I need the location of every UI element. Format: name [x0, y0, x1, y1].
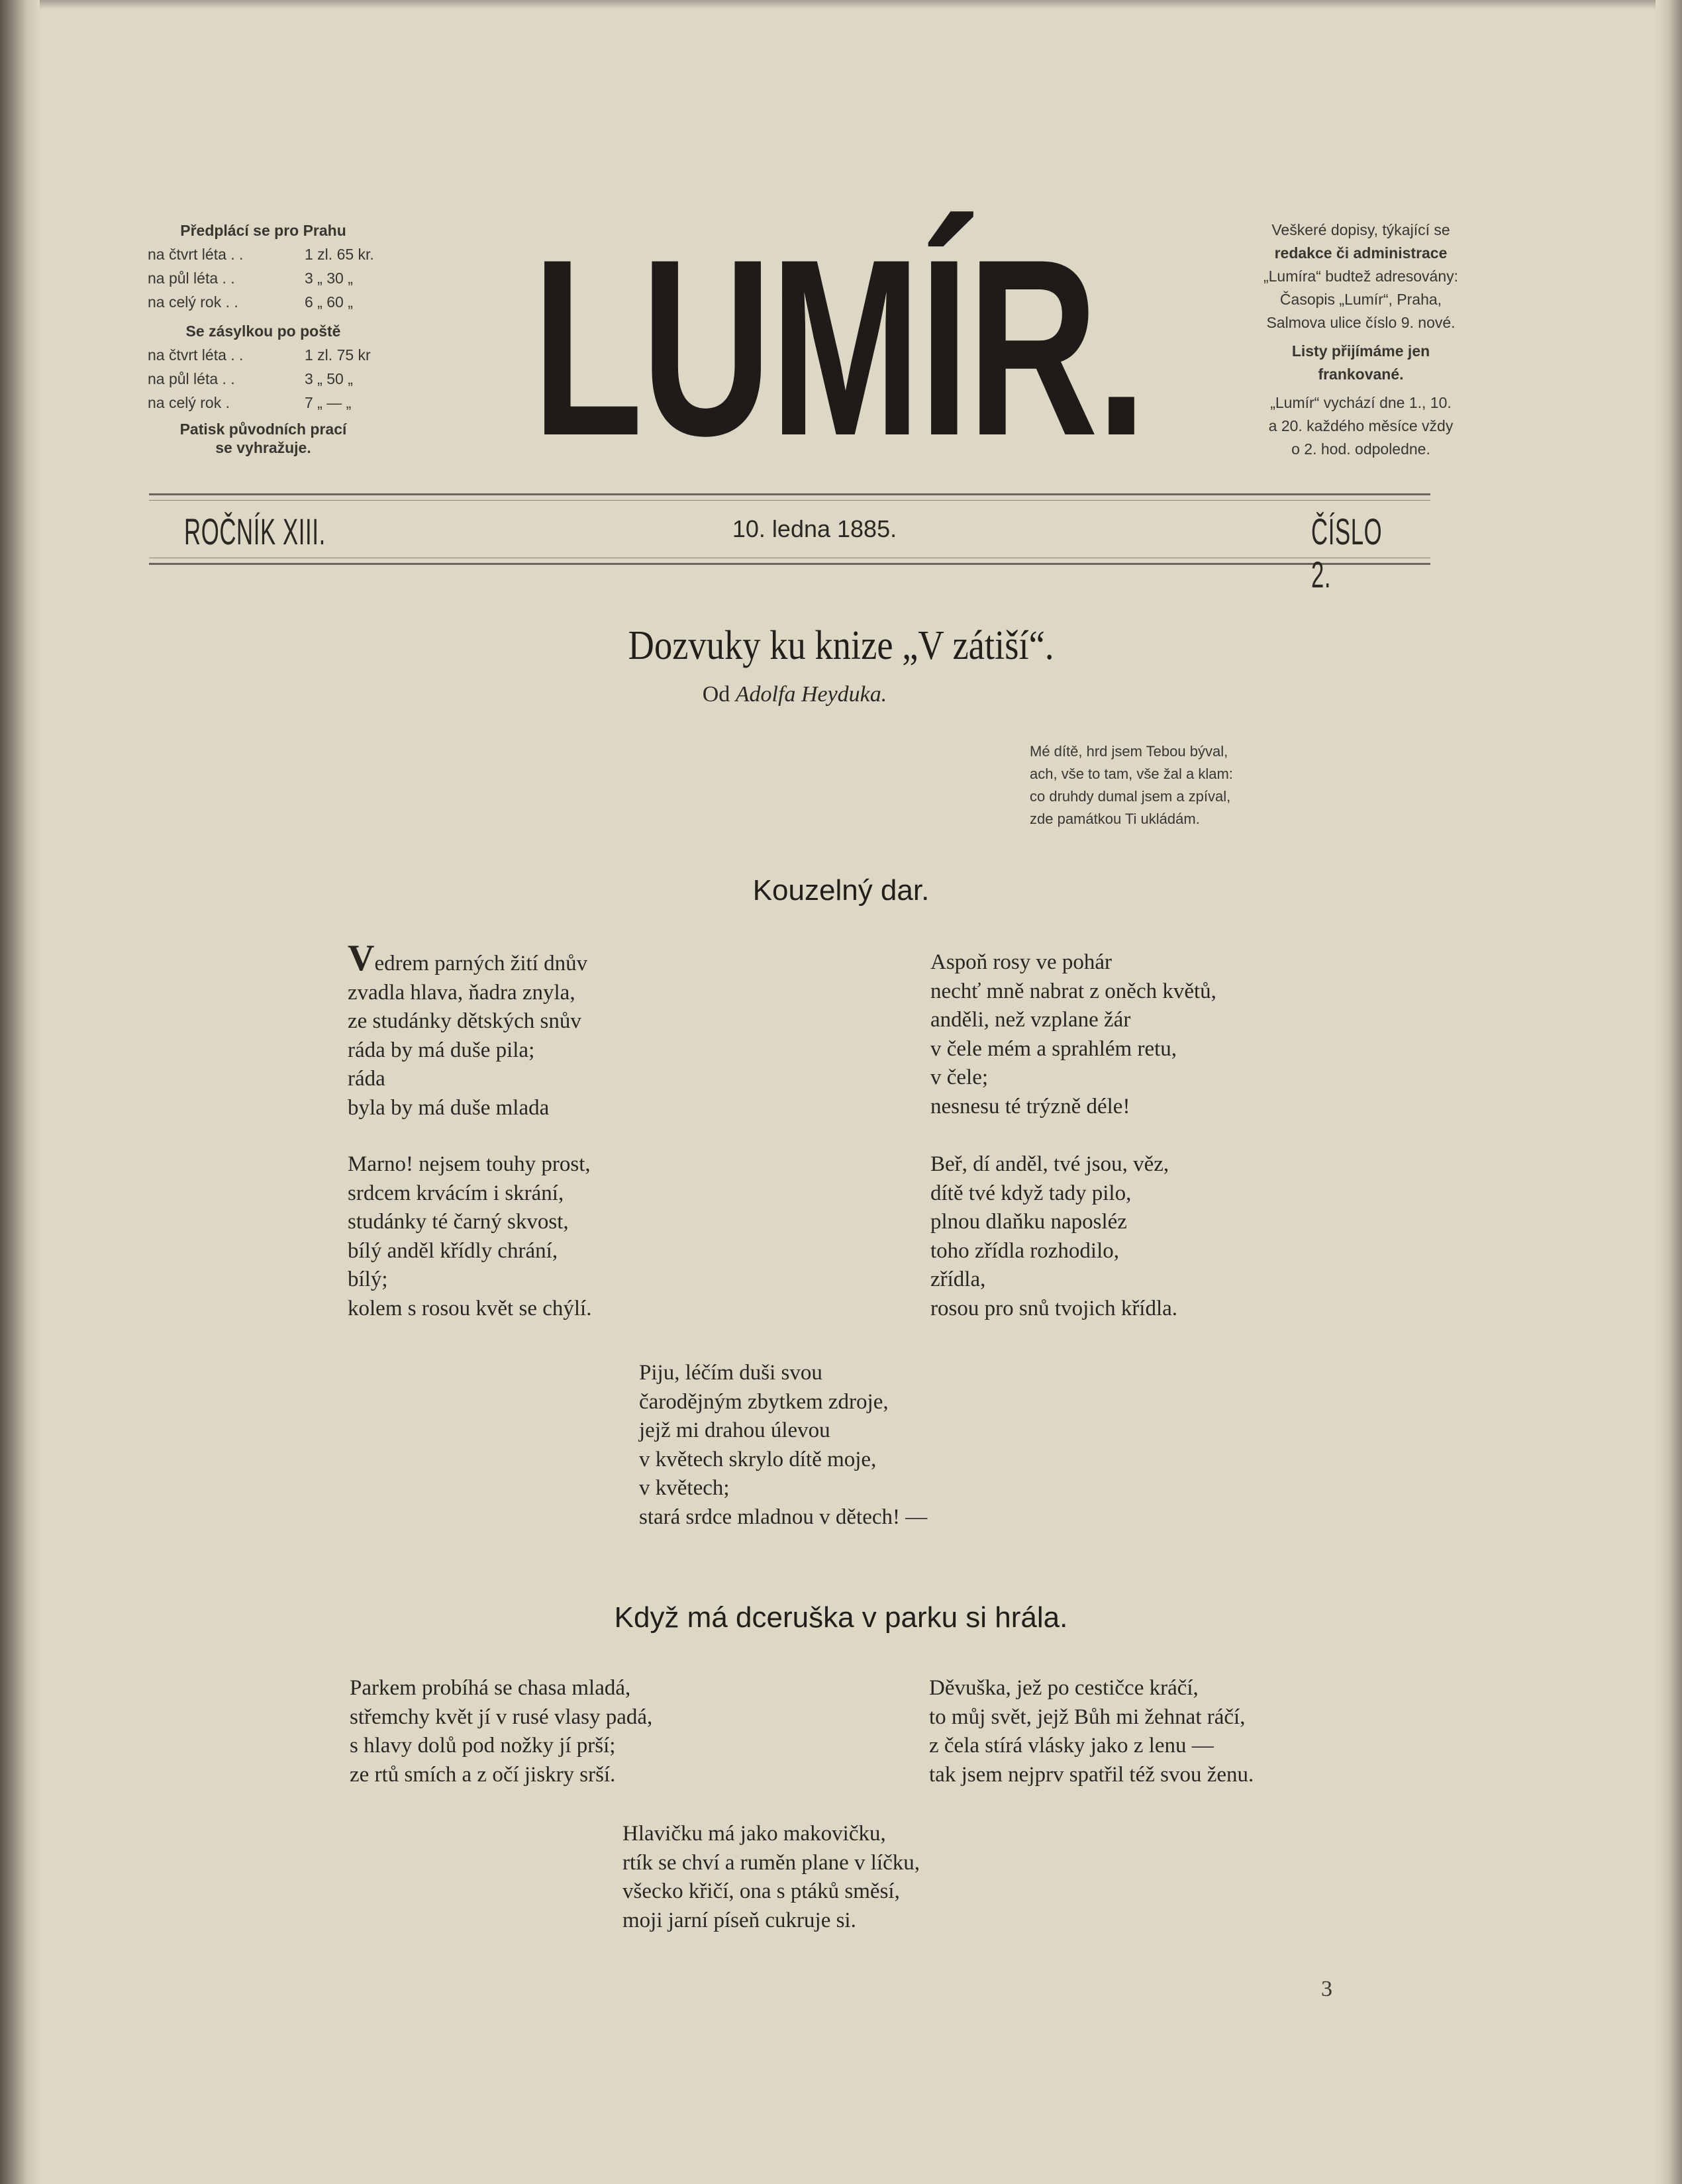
poem1-stanza5 — [639, 1359, 927, 1532]
poem-line: čarodějným zbytkem zdroje, — [639, 1389, 889, 1414]
motto-line: ach, vše to tam, vše žal a klam: — [1030, 766, 1233, 782]
masthead-title: LUMÍR. — [532, 207, 1145, 488]
price-row: na celý rok . . 6 „ 60 „ — [148, 293, 353, 311]
volume-label: ROČNÍK XIII. — [184, 511, 326, 552]
header-rule-bottom — [149, 563, 1430, 565]
motto-line: zde památkou Ti ukládám. — [1030, 811, 1200, 827]
poem2-title: Když má dceruška v parku si hrála. — [614, 1601, 1068, 1634]
header-rule-top — [149, 493, 1430, 495]
poem-line: nesnesu té trýzně déle! — [930, 1094, 1130, 1118]
binding-edge — [0, 0, 40, 2184]
poem-line: Piju, léčím duši svou — [639, 1361, 822, 1385]
poem-line: studánky té čarný skvost, — [348, 1210, 569, 1234]
reprint-note: Patisk původních prací — [179, 421, 347, 438]
poem-line: kolem s rosou květ se chýlí. — [348, 1296, 592, 1320]
poem-line: všecko křičí, ona s ptáků směsí, — [622, 1879, 900, 1903]
issue-number: ČÍSLO 2. — [1311, 511, 1383, 595]
motto-line: Mé dítě, hrd jsem Tebou býval, — [1030, 743, 1228, 760]
price-row: na půl léta . . 3 „ 30 „ — [148, 270, 353, 287]
poem-line: ze rtů smích a z očí jiskry srší. — [350, 1762, 616, 1787]
poem-line: v čele; — [930, 1066, 989, 1089]
poem1-stanza2 — [348, 1150, 591, 1323]
info-line: Listy přijímáme jen — [1291, 342, 1430, 360]
poem-line: dítě tvé když tady pilo, — [930, 1181, 1132, 1205]
motto — [1030, 740, 1361, 830]
article-title: Dozvuky ku knize „V zátiší“. — [628, 623, 1054, 668]
poem-line: to můj svět, jejž Bůh mi žehnat ráčí, — [929, 1705, 1246, 1729]
poem2-stanza1 — [350, 1674, 652, 1789]
poem-line: anděli, než vzplane žár — [930, 1008, 1131, 1032]
poem-line: byla by má duše mlada — [348, 1095, 550, 1120]
poem1-stanza1 — [348, 938, 588, 1122]
info-line: Salmova ulice číslo 9. nové. — [1266, 314, 1456, 331]
info-line: Časopis „Lumír“, Praha, — [1279, 291, 1442, 308]
poem1-stanza4 — [930, 1150, 1177, 1323]
poem-line: střemchy květ jí v rusé vlasy padá, — [350, 1705, 653, 1729]
poem-line: toho zřídla rozhodilo, — [930, 1238, 1120, 1263]
poem1-stanza3 — [930, 948, 1216, 1121]
poem-line: v květech; — [639, 1476, 730, 1500]
poem-line: rtík se chví a ruměn plane v líčku, — [622, 1850, 920, 1875]
poem-line: Hlavičku má jako makovičku, — [622, 1822, 886, 1846]
poem-line: bílý anděl křídly chrání, — [348, 1238, 558, 1263]
poem-line: Vedrem parných žití dnův — [348, 938, 588, 979]
byline-prefix: Od — [702, 682, 730, 707]
price-row: na celý rok . 7 „ — „ — [148, 394, 352, 411]
info-line: Veškeré dopisy, týkající se — [1271, 221, 1450, 238]
poem-line: Beř, dí anděl, tvé jsou, věz, — [930, 1152, 1169, 1176]
info-line: frankované. — [1318, 366, 1404, 383]
poem-line: stará srdce mladnou v dětech! — — [639, 1505, 928, 1529]
poem-line: ráda by má duše pila; — [348, 1038, 535, 1062]
poem-line: z čela stírá vlásky jako z lenu — — [929, 1734, 1214, 1758]
info-line: „Lumír“ vychází dne 1., 10. — [1270, 394, 1452, 411]
issue-row — [179, 510, 1424, 595]
subscription-box — [142, 219, 384, 457]
page-number: 3 — [1321, 1977, 1332, 2001]
poem-line: Marno! nejsem touhy prost, — [348, 1152, 591, 1176]
poem-line: moji jarní píseň cukruje si. — [622, 1908, 856, 1932]
issue-date: 10. ledna 1885. — [732, 515, 897, 542]
poem-line: srdcem krvácím i skrání, — [348, 1181, 564, 1205]
motto-line: co druhdy dumal jsem a zpíval, — [1030, 788, 1231, 805]
poem-line: Děvuška, jež po cestičce kráčí, — [929, 1676, 1199, 1700]
poem-line: plnou dlaňku naposléz — [930, 1210, 1127, 1234]
poem-line: v květech skrylo dítě moje, — [639, 1447, 877, 1471]
info-line: a 20. každého měsíce vždy — [1268, 417, 1454, 434]
poem-line: rosou pro snů tvojich křídla. — [930, 1296, 1178, 1320]
price-row: na čtvrt léta . . 1 zl. 75 kr — [148, 346, 371, 364]
page-edge-top — [0, 0, 1682, 9]
poem-line: jejž mi drahou úlevou — [639, 1418, 830, 1442]
poem-line: zřídla, — [930, 1267, 986, 1291]
info-line: o 2. hod. odpoledne. — [1291, 440, 1430, 458]
poem-line: tak jsem nejprv spatřil též svou ženu. — [929, 1762, 1254, 1787]
info-box — [1228, 219, 1493, 461]
page-edge-right — [1656, 0, 1682, 2184]
reprint-note-2: se vyhražuje. — [215, 439, 311, 456]
poem1-title: Kouzelný dar. — [752, 874, 930, 907]
poem-line: ráda — [348, 1067, 385, 1091]
dropcap: V — [348, 938, 375, 979]
subscription-heading: Předplácí se pro Prahu — [180, 222, 346, 239]
poem-line: Parkem probíhá se chasa mladá, — [350, 1676, 631, 1700]
byline — [530, 682, 1060, 707]
price-row: na půl léta . . 3 „ 50 „ — [148, 370, 353, 387]
poem2-stanza2 — [929, 1674, 1254, 1789]
poem-line: Aspoň rosy ve pohár — [930, 950, 1113, 974]
info-line: redakce či administrace — [1274, 244, 1448, 262]
poem-line: zvadla hlava, ňadra znyla, — [348, 980, 575, 1005]
price-row: na čtvrt léta . . 1 zl. 65 kr. — [148, 246, 374, 263]
info-line: „Lumíra“ budtež adresovány: — [1263, 268, 1459, 285]
byline-author: Adolfa Heyduka. — [735, 682, 887, 707]
poem-line: nechť mně nabrat z oněch květů, — [930, 979, 1216, 1003]
poem-line: v čele mém a sprahlém retu, — [930, 1036, 1177, 1061]
header-rule-top-thin — [149, 500, 1430, 501]
poem-line: bílý; — [348, 1267, 388, 1291]
poem-line: ze studánky dětských snův — [348, 1009, 581, 1033]
poem2-stanza3 — [622, 1820, 920, 1935]
poem-line: s hlavy dolů pod nožky jí prší; — [350, 1734, 616, 1758]
post-heading: Se zásylkou po poště — [185, 323, 341, 340]
